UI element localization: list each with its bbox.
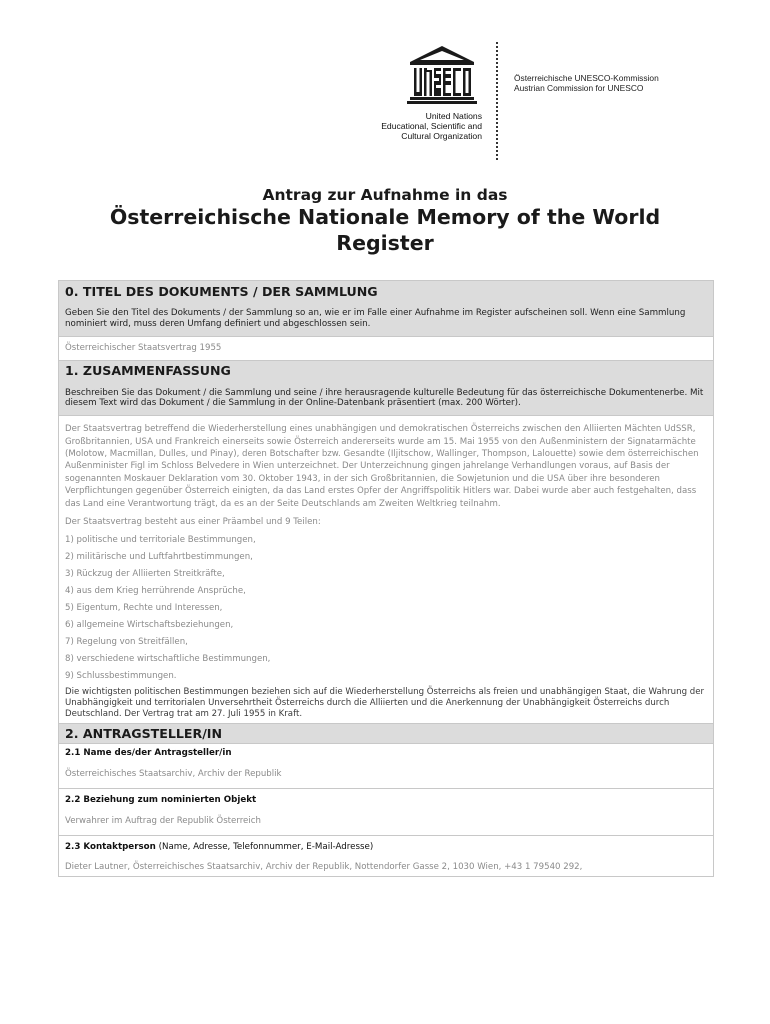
section-2-2-label-row	[59, 789, 713, 809]
section-0-description: Geben Sie den Titel des Dokuments / der Sammlung so an, wie er im Falle einer Aufnahme im Register aufscheinen soll. Wenn eine Sammlung nominiert wird, muss deren Umfang definiert und abgeschlossen sein.	[65, 308, 686, 329]
list-item: 7) Regelung von Streitfällen,	[65, 637, 188, 648]
un-line: Educational, Scientific and	[381, 121, 482, 131]
commission-name	[514, 73, 659, 93]
section-1-header	[59, 361, 713, 417]
list-item: 6) allgemeine Wirtschaftsbeziehungen,	[65, 620, 234, 631]
section-1-title: 1. ZUSAMMENFASSUNG	[65, 362, 231, 378]
list-item: 1) politische und territoriale Bestimmungen,	[65, 535, 256, 546]
section-2-title: 2. ANTRAGSTELLER/IN	[59, 724, 713, 744]
application-form	[58, 280, 714, 877]
unesco-logo-block	[348, 40, 678, 160]
section-2-1-answer-field[interactable]	[59, 762, 713, 789]
summary-paragraph: Der Staatsvertrag betreffend die Wiederherstellung eines unabhängigen und demokratischen Österreichs zwischen den Alliierten Mächten UdSSR, Großbritannien, USA und Frankreich einerseits sowie Österreich andererseits wurde am 15. Mai 1955 von den Außenministern der Signatarmächte (Molotow, Macmillan, Dulles, und Pinay), deren Botschafter bzw. Gesandte (Iljitschow, Wallinger, Thompson, Lalouette) sowie dem österreichischen Außenminister Figl im Schloss Belvedere in Wien unterzeichnet. Der Unterzeichnung gingen jahrelange Verhandlungen voraus, auf Basis der sogenannten Moskauer Deklaration vom 30. Oktober 1943, in der sich Großbritannien, die Sowjetunion und die USA über ihre besonderen Verpflichtungen gegenüber Österreich einigten, da das Land erstes Opfer der Angriffspolitik Hitlers war. Dabei wurde aber auch festgehalten, dass das Land eine Verantwortung trägt, da es an der Seite Deutschlands am Zweiten Weltkrieg teilnahm.	[65, 424, 699, 509]
section-0-answer: Österreichischer Staatsvertrag 1955	[65, 342, 222, 353]
section-2-1-answer: Österreichisches Staatsarchiv, Archiv der Republik	[65, 769, 282, 780]
section-2-3-label: 2.3 Kontaktperson	[65, 842, 156, 853]
list-item: 3) Rückzug der Alliierten Streitkräfte,	[65, 569, 225, 580]
section-2-1-label-row	[59, 744, 713, 762]
section-2-3-answer: Dieter Lautner, Österreichisches Staatsarchiv, Archiv der Republik, Nottendorfer Gasse 2, 1030 Wien, +43 1 79540 292,	[65, 862, 583, 873]
list-item: 2) militärische und Luftfahrtbestimmungen,	[65, 552, 253, 563]
section-0-answer-field[interactable]	[59, 337, 713, 361]
summary-parts-intro: Der Staatsvertrag besteht aus einer Präambel und 9 Teilen:	[65, 517, 321, 528]
logo-divider	[496, 42, 498, 160]
unesco-temple-logo	[406, 44, 478, 106]
section-2-2-answer: Verwahrer im Auftrag der Republik Österreich	[65, 816, 261, 827]
section-0-header	[59, 281, 713, 337]
section-2-3-label-row	[59, 836, 713, 856]
list-item: 8) verschiedene wirtschaftliche Bestimmungen,	[65, 654, 271, 665]
section-1-answer-field[interactable]	[59, 416, 713, 724]
list-item: 5) Eigentum, Rechte und Interessen,	[65, 603, 223, 614]
commission-line-en: Austrian Commission for UNESCO	[514, 83, 644, 93]
section-2-2-answer-field[interactable]	[59, 809, 713, 836]
un-line: Cultural Organization	[401, 131, 482, 141]
section-0-title: 0. TITEL DES DOKUMENTS / DER SAMMLUNG	[65, 284, 378, 299]
list-item: 9) Schlussbestimmungen.	[65, 671, 177, 682]
list-item: 4) aus dem Krieg herrührende Ansprüche,	[65, 586, 246, 597]
section-1-description: Beschreiben Sie das Dokument / die Sammlung und seine / ihre herausragende kulturelle Bedeutung für das österreichische Dokumentenerbe. Mit diesem Text wird das Dokument / die Sammlung in der Online-Datenbank präsentiert (max. 200 Wörter).	[65, 387, 704, 409]
document-title-line1: Antrag zur Aufnahme in das	[262, 186, 508, 204]
summary-closing-paragraph: Die wichtigsten politischen Bestimmungen beziehen sich auf die Wiederherstellung Österreichs als freien und unabhängigen Staat, die Wahrung der Unabhängigkeit und territorialen Unversehrtheit Österreichs durch die Alliierten und die Anerkennung der Unabhängigkeit Österreichs durch Deutschland. Der Vertrag trat am 27. Juli 1955 in Kraft.	[65, 687, 705, 719]
section-2-3-hint: (Name, Adresse, Telefonnummer, E-Mail-Adresse)	[155, 842, 374, 853]
section-2-1-label: 2.1 Name des/der Antragsteller/in	[65, 748, 232, 759]
commission-line-de: Österreichische UNESCO-Kommission	[514, 73, 659, 83]
logo-wordmark: UNESCO	[442, 106, 447, 107]
un-line: United Nations	[425, 111, 482, 121]
un-organization-name	[348, 111, 482, 141]
document-title-line2: Österreichische Nationale Memory of the World Register	[109, 205, 661, 255]
section-2-3-answer-field[interactable]	[59, 856, 713, 877]
section-2-2-label: 2.2 Beziehung zum nominierten Objekt	[65, 795, 257, 806]
